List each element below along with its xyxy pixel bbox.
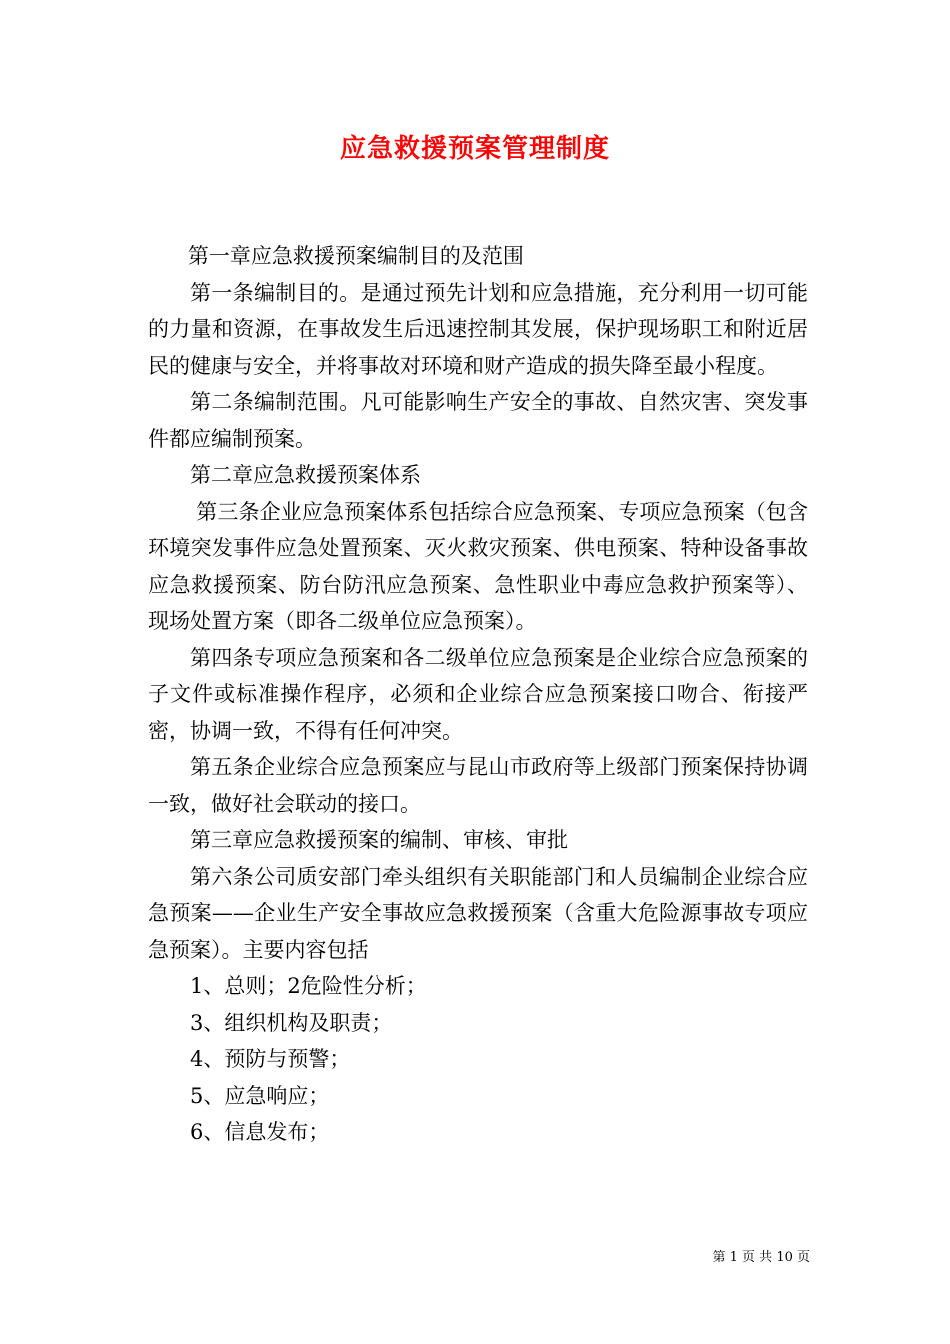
article-6-paragraph: 第六条公司质安部门牵头组织有关职能部门和人员编制企业综合应急预案——企业生产安全事故应急救援预案（含重大危险源事故专项应急预案）。主要内容包括 [148,864,808,962]
list-item: 4、预防与预警； [190,1047,351,1071]
list-item: 6、信息发布； [190,1120,330,1144]
article-1-paragraph: 第一条编制目的。是通过预先计划和应急措施，充分利用一切可能的力量和资源，在事故发生后迅速控制其发展，保护现场职工和附近居民的健康与安全，并将事故对环境和财产造成的损失降至最小程度。 [148,280,808,378]
article-2-paragraph: 第二条编制范围。凡可能影响生产安全的事故、自然灾害、突发事件都应编制预案。 [148,390,808,451]
chapter-2-heading: 第二章应急救援预案体系 [190,463,421,487]
chapter-3-heading: 第三章应急救援预案的编制、审核、审批 [190,828,568,852]
document-body [148,238,808,1151]
list-item: 5、应急响应； [190,1083,330,1108]
article-4-paragraph: 第四条专项应急预案和各二级单位应急预案是企业综合应急预案的子文件或标准操作程序，必须和企业综合应急预案接口吻合、衔接严密，协调一致，不得有任何冲突。 [148,645,808,743]
list-item: 1、总则；2危险性分析； [190,974,427,998]
document-title: 应急救援预案管理制度 [339,134,610,164]
page-footer: 第 1 页 共 10 页 [712,1250,810,1265]
chapter-1-heading: 第一章应急救援预案编制目的及范围 [187,244,524,268]
article-5-paragraph: 第五条企业综合应急预案应与昆山市政府等上级部门预案保持协调一致，做好社会联动的接口。 [148,755,808,816]
list-item: 3、组织机构及职责； [190,1010,393,1035]
article-3-paragraph: 第三条企业应急预案体系包括综合应急预案、专项应急预案（包含环境突发事件应急处置预案、灭火救灾预案、供电预案、特种设备事故应急救援预案、防台防汛应急预案、急性职业中毒应急救护预案等）、现场处置方案（即各二级单位应急预案）。 [148,499,808,633]
